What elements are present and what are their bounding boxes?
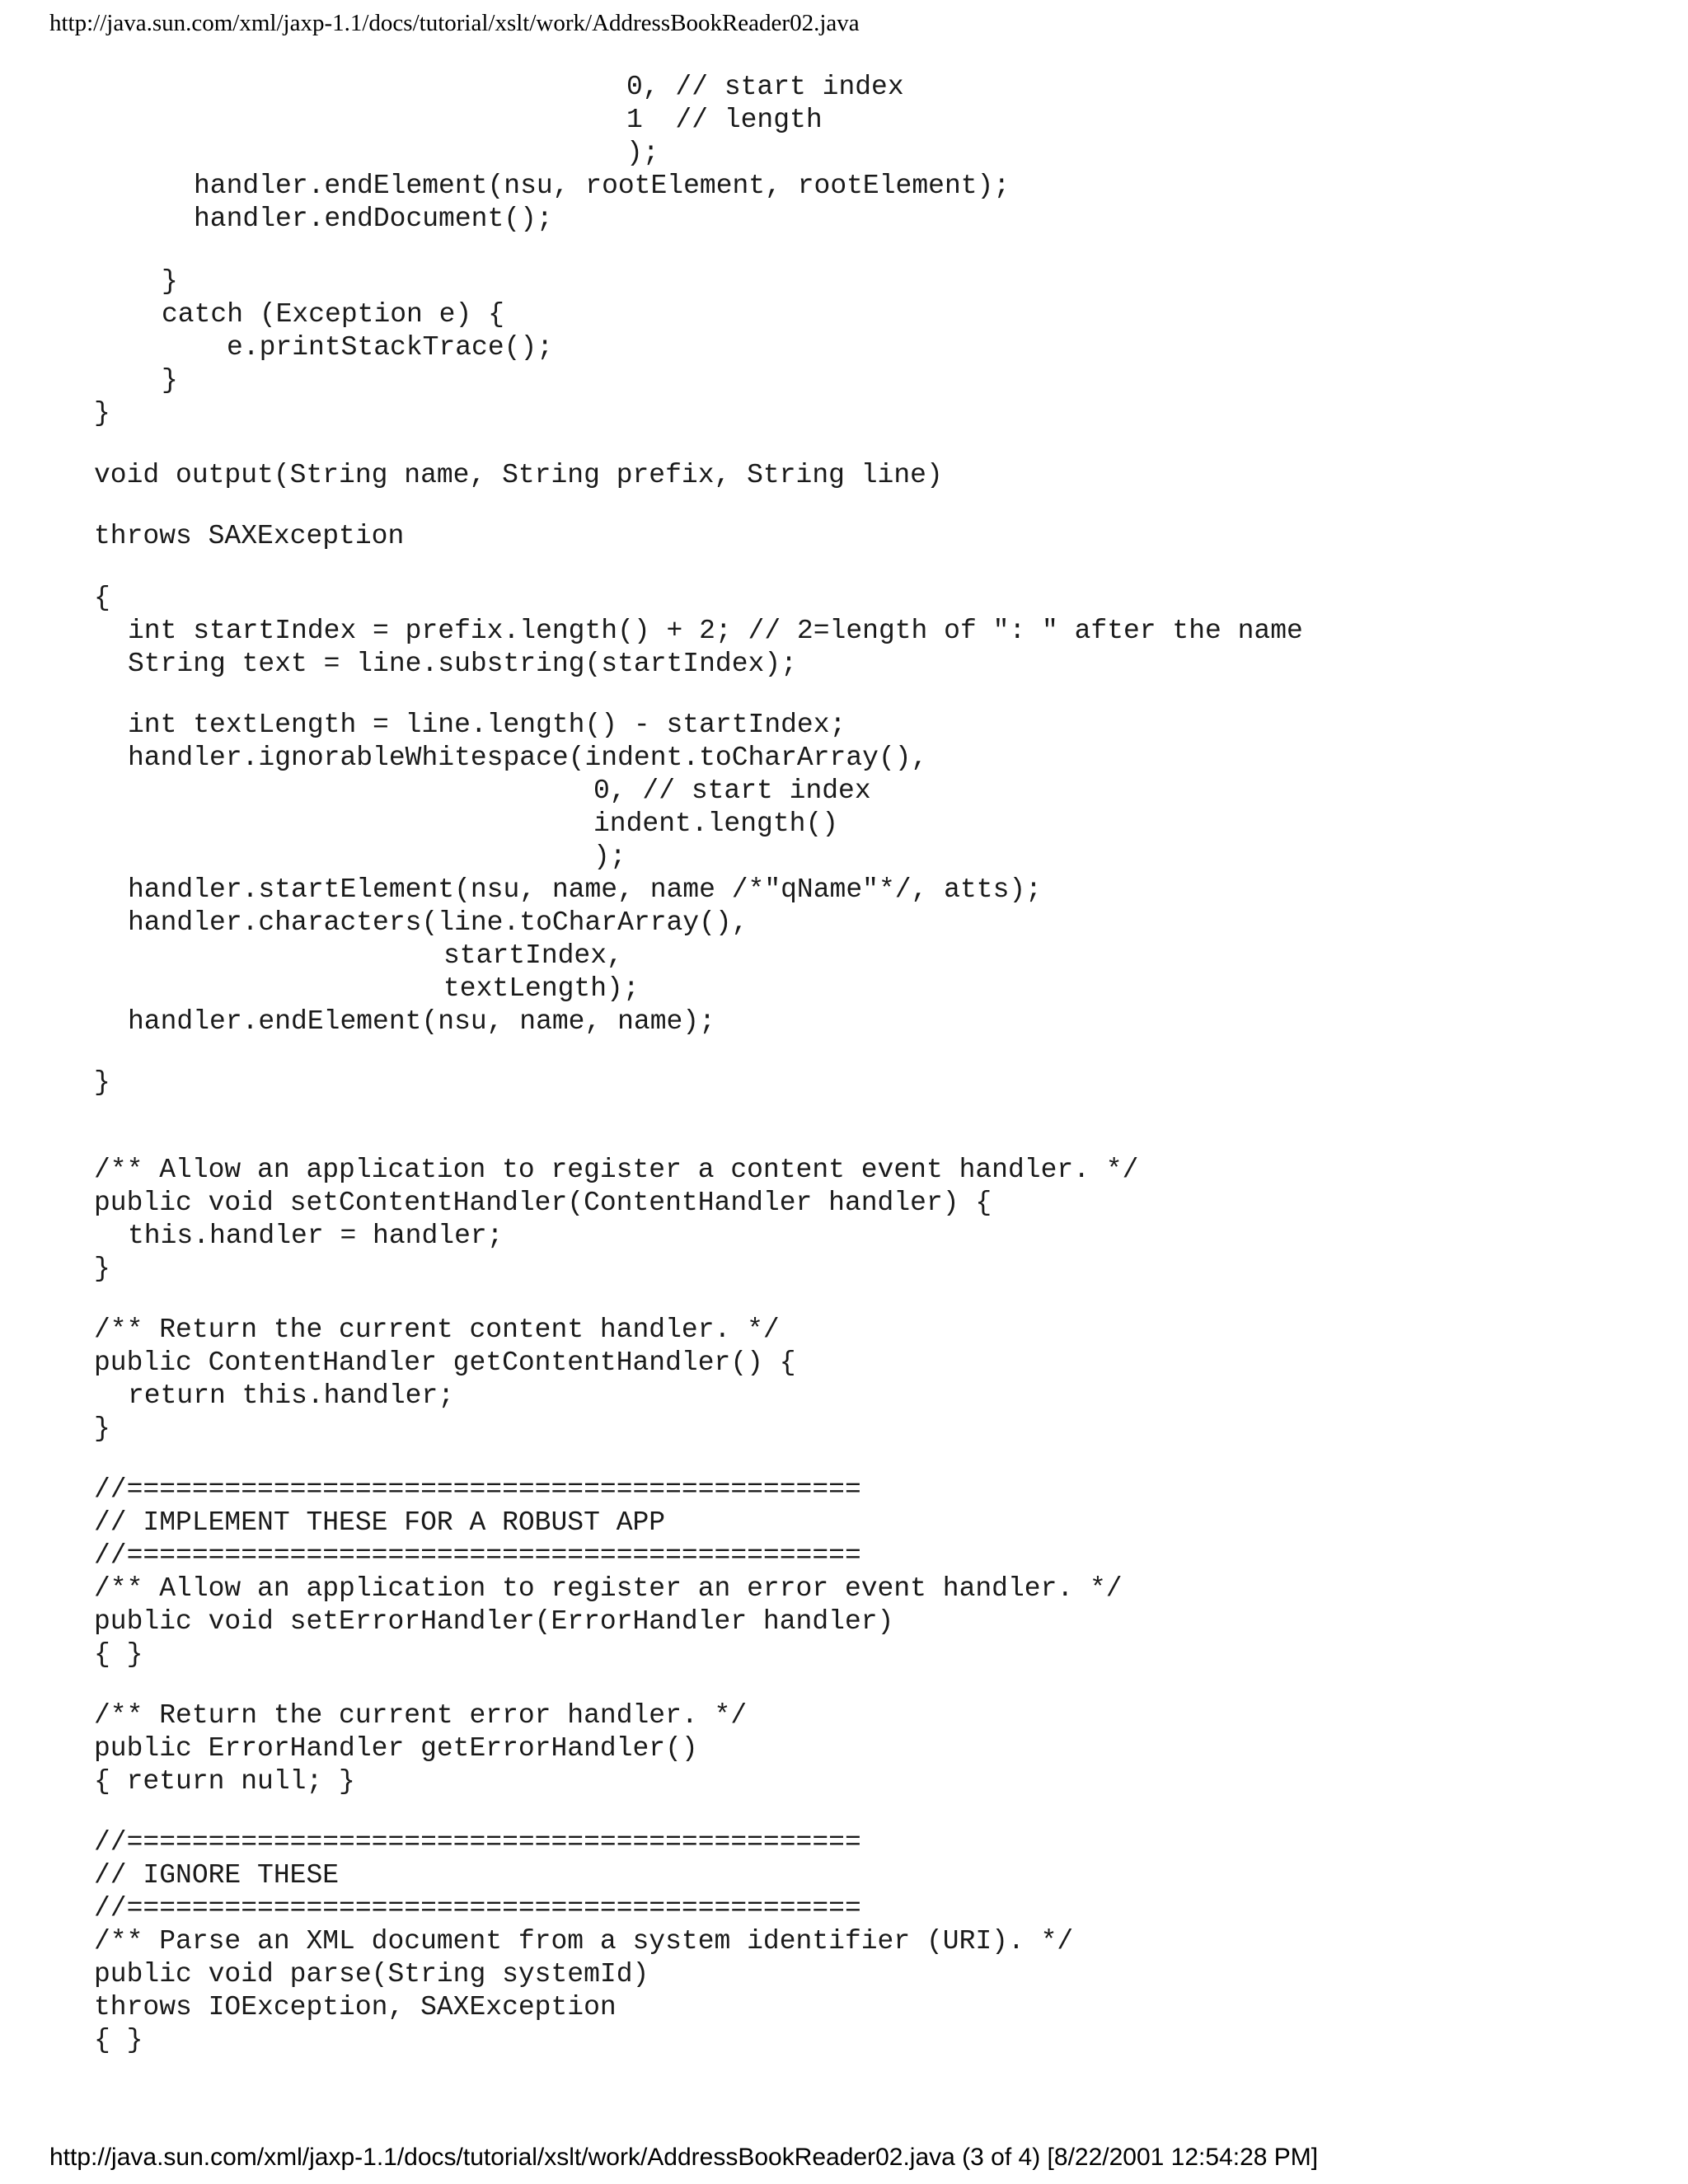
code-line: 0, // start index <box>626 72 904 102</box>
code-line: /** Parse an XML document from a system identifier (URI). */ <box>94 1926 1074 1957</box>
code-line: return this.handler; <box>128 1380 455 1411</box>
code-line: String text = line.substring(startIndex); <box>128 649 797 679</box>
code-line: //============================================= <box>94 1893 861 1924</box>
code-line: /** Return the current error handler. */ <box>94 1700 748 1731</box>
code-line: { return null; } <box>94 1766 355 1797</box>
page-header-url: http://java.sun.com/xml/jaxp-1.1/docs/tutorial/xslt/work/AddressBookReader02.java <box>49 10 860 36</box>
code-line: int startIndex = prefix.length() + 2; // 2=length of ": " after the name <box>128 616 1303 646</box>
code-line: } <box>94 398 110 429</box>
code-line: /** Allow an application to register an error event handler. */ <box>94 1573 1123 1604</box>
code-line: handler.ignorableWhitespace(indent.toCharArray(), <box>128 743 928 773</box>
code-line: handler.endElement(nsu, name, name); <box>128 1006 715 1037</box>
code-line: int textLength = line.length() - startIndex; <box>128 710 846 740</box>
code-line: //============================================= <box>94 1540 861 1571</box>
code-line: public void parse(String systemId) <box>94 1959 649 1990</box>
code-line: } <box>162 266 178 297</box>
code-line: handler.endElement(nsu, rootElement, rootElement); <box>194 171 1010 201</box>
code-line: //============================================= <box>94 1827 861 1858</box>
code-line: 1 // length <box>626 105 823 135</box>
code-line: startIndex, <box>443 940 623 971</box>
code-line: public ErrorHandler getErrorHandler() <box>94 1733 698 1764</box>
code-line: } <box>162 365 178 396</box>
code-line: ); <box>593 841 626 872</box>
code-line: } <box>94 1254 110 1284</box>
code-line: /** Return the current content handler. */ <box>94 1315 780 1345</box>
code-line: throws SAXException <box>94 521 405 551</box>
code-line: e.printStackTrace(); <box>227 332 554 363</box>
code-line: public void setErrorHandler(ErrorHandler handler) <box>94 1606 894 1637</box>
code-line: handler.characters(line.toCharArray(), <box>128 907 748 938</box>
page-footer: http://java.sun.com/xml/jaxp-1.1/docs/tutorial/xslt/work/AddressBookReader02.java (3 of 4) [8/22/2001 12:54:28 PM] <box>49 2144 1319 2171</box>
code-line: { <box>94 583 110 613</box>
code-line: { } <box>94 1639 143 1670</box>
code-line: { } <box>94 2025 143 2055</box>
code-line: /** Allow an application to register a content event handler. */ <box>94 1155 1139 1185</box>
code-line: public ContentHandler getContentHandler() { <box>94 1347 796 1378</box>
code-line: // IMPLEMENT THESE FOR A ROBUST APP <box>94 1507 666 1538</box>
code-line: //============================================= <box>94 1474 861 1505</box>
code-line: indent.length() <box>593 808 839 839</box>
code-line: catch (Exception e) { <box>162 299 504 330</box>
code-line: } <box>94 1413 110 1444</box>
code-line: this.handler = handler; <box>128 1221 504 1251</box>
code-line: textLength); <box>443 973 640 1004</box>
code-line: public void setContentHandler(ContentHandler handler) { <box>94 1188 992 1218</box>
code-line: throws IOException, SAXException <box>94 1992 617 2022</box>
code-line: } <box>94 1067 110 1098</box>
code-line: handler.startElement(nsu, name, name /*"qName"*/, atts); <box>128 874 1042 905</box>
code-line: 0, // start index <box>593 776 871 806</box>
code-line: // IGNORE THESE <box>94 1860 340 1891</box>
code-line: void output(String name, String prefix, String line) <box>94 460 943 490</box>
code-line: ); <box>626 138 659 168</box>
code-line: handler.endDocument(); <box>194 204 553 234</box>
